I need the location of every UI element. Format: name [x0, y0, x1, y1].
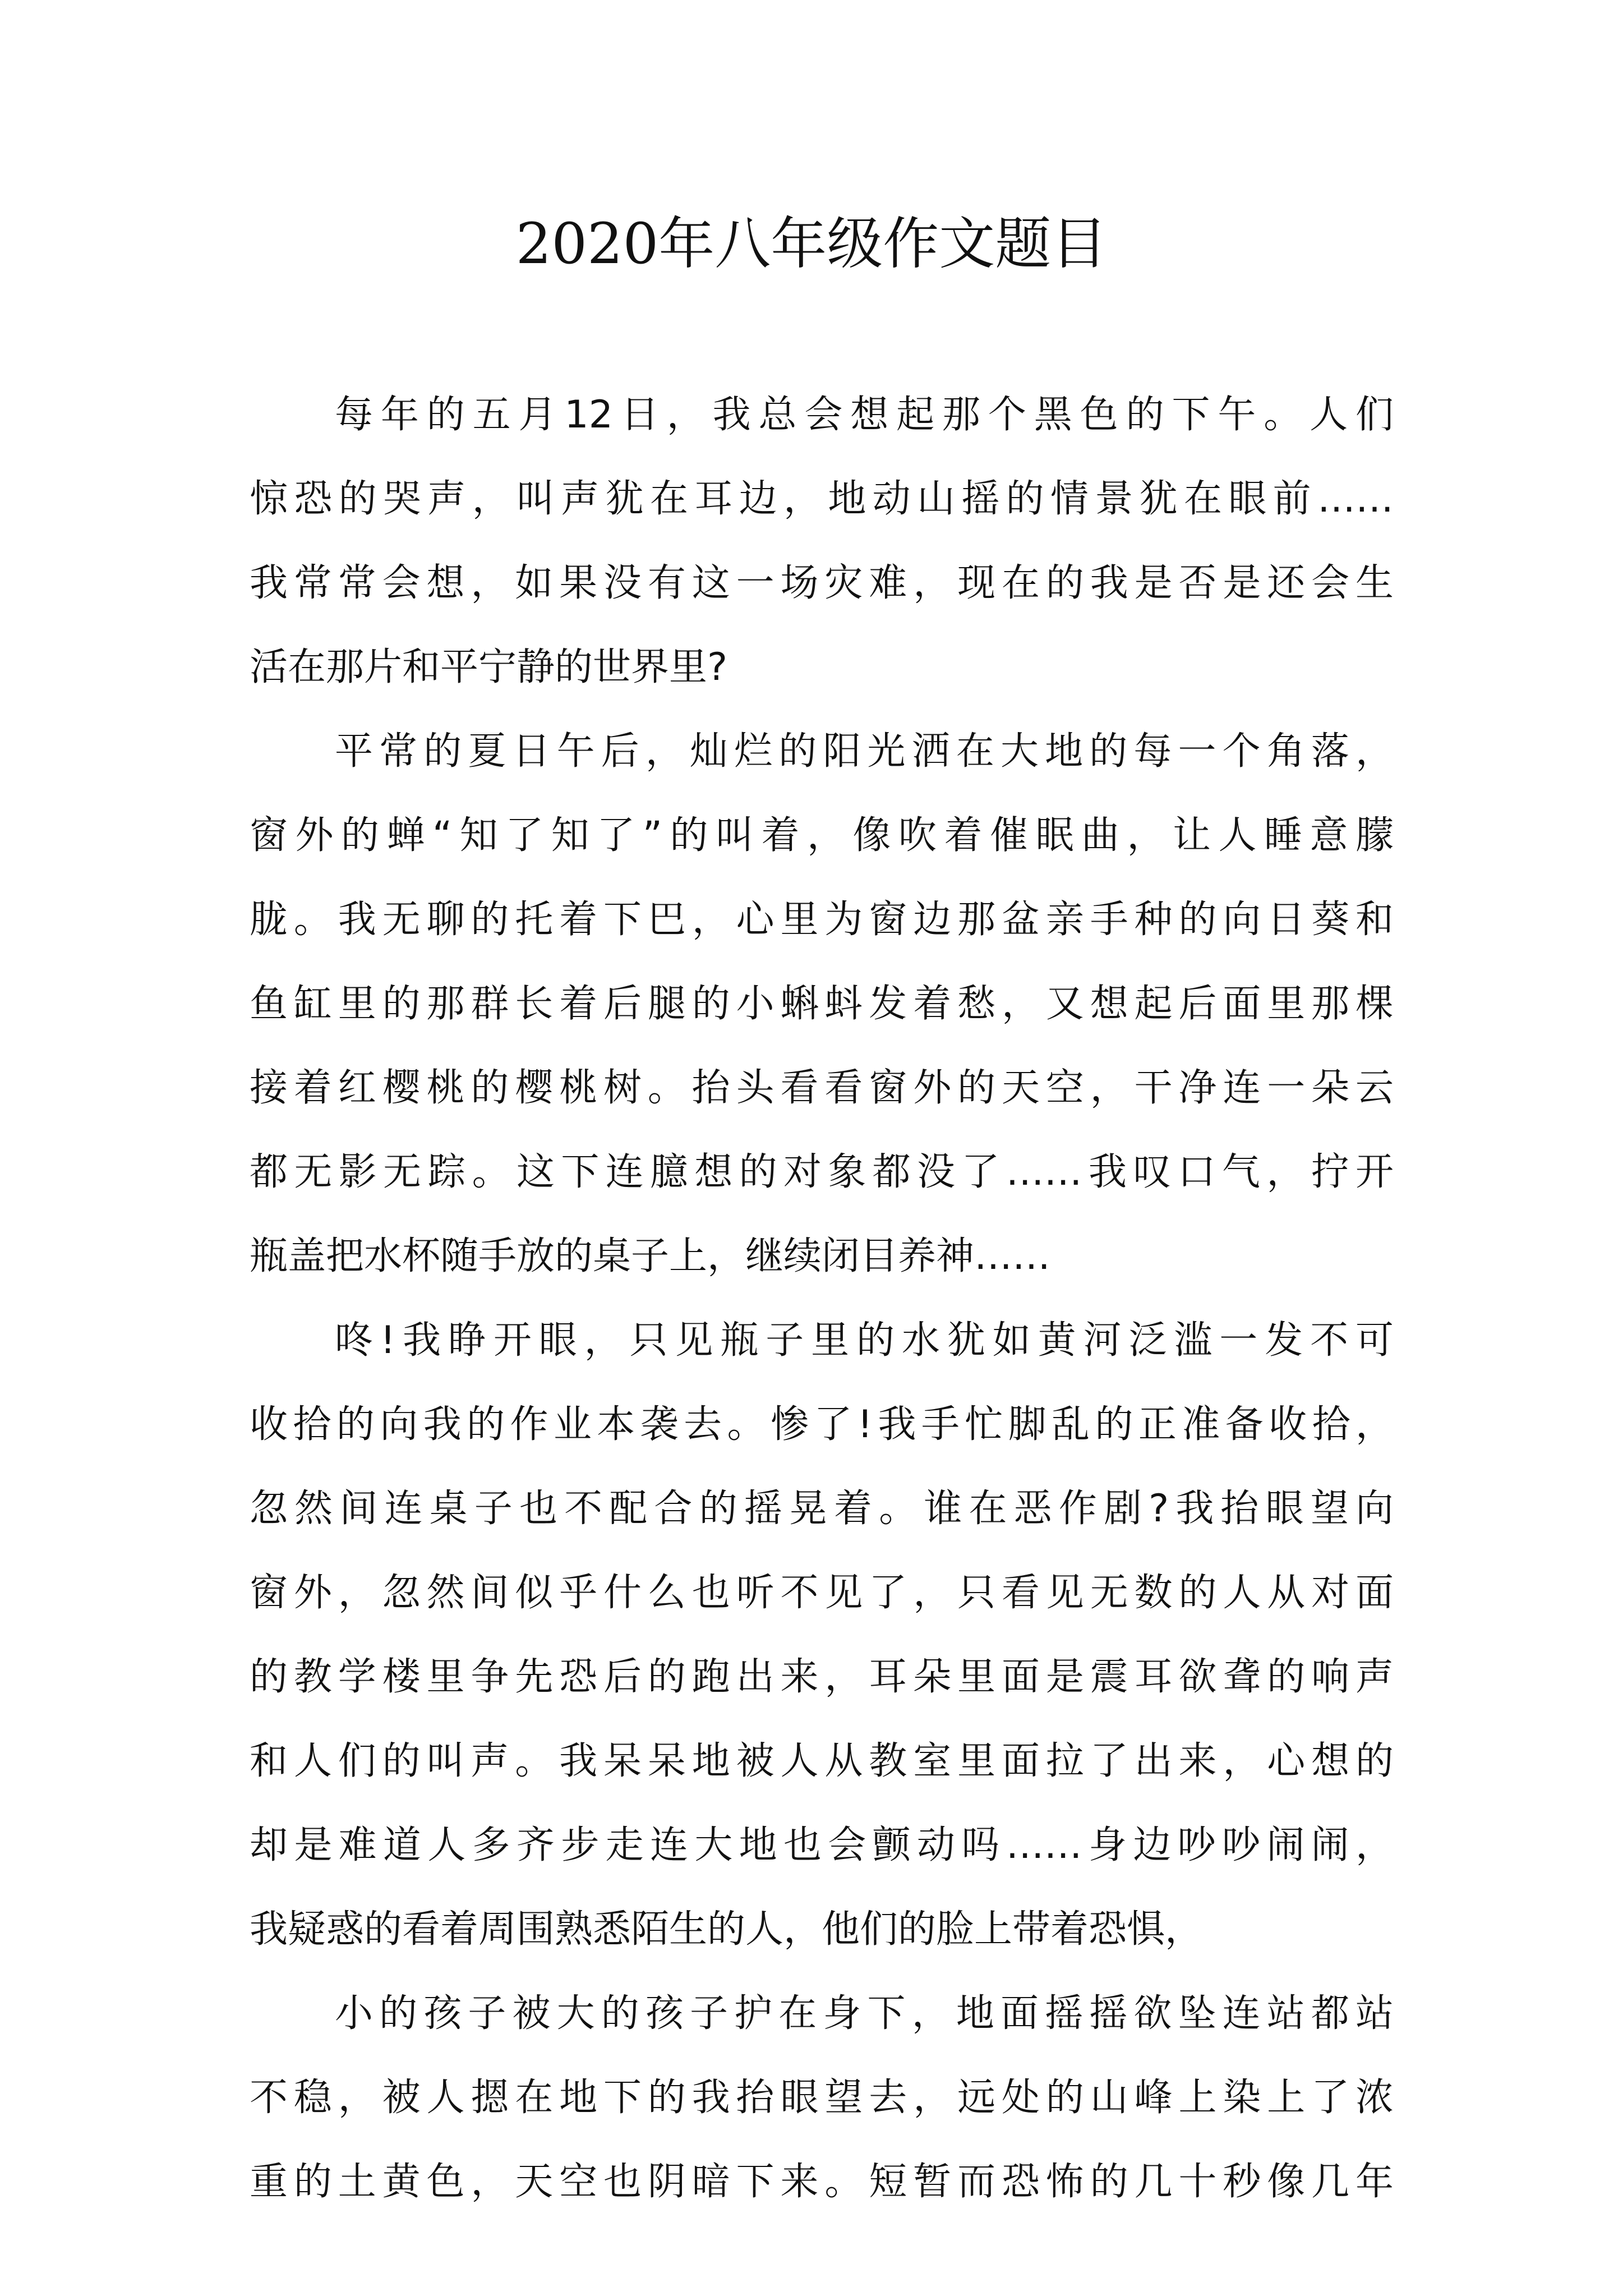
paragraph-2-line-7: 瓶盖把水杯随手放的桌子上，继续闭目养神……: [250, 1234, 1051, 1278]
paragraph-3-line-3: 忽然间连桌子也不配合的摇晃着。谁在恶作剧?我抬眼望向: [250, 1487, 1394, 1531]
document-body: [250, 373, 1394, 2224]
paragraph-4-line-3: 重的土黄色，天空也阴暗下来。短暂而恐怖的几十秒像几年: [250, 2160, 1394, 2204]
paragraph-1-line-4: 活在那片和平宁静的世界里?: [250, 645, 728, 689]
paragraph-2-line-3: 胧。我无聊的托着下巴，心里为窗边那盆亲手种的向日葵和: [250, 898, 1394, 942]
paragraph-4-line-2: 不稳，被人摁在地下的我抬眼望去，远处的山峰上染上了浓: [250, 2076, 1394, 2120]
paragraph-3-line-2: 收拾的向我的作业本袭去。惨了!我手忙脚乱的正准备收拾，: [250, 1402, 1394, 1447]
paragraph-1-line-2: 惊恐的哭声，叫声犹在耳边，地动山摇的情景犹在眼前……: [250, 477, 1394, 521]
paragraph-2-line-2: 窗外的蝉“知了知了”的叫着，像吹着催眠曲，让人睡意朦: [250, 813, 1394, 858]
paragraph-4-line-1: 小的孩子被大的孩子护在身下，地面摇摇欲坠连站都站: [335, 1991, 1394, 2036]
paragraph-3-line-6: 和人们的叫声。我呆呆地被人从教室里面拉了出来，心想的: [250, 1739, 1394, 1783]
paragraph-3-line-8: 我疑惑的看着周围熟悉陌生的人，他们的脸上带着恐惧，: [250, 1907, 1204, 1952]
paragraph-3-line-4: 窗外，忽然间似乎什么也听不见了，只看见无数的人从对面: [250, 1571, 1394, 1615]
paragraph-3-line-5: 的教学楼里争先恐后的跑出来，耳朵里面是震耳欲聋的响声: [250, 1655, 1394, 1699]
paragraph-1-line-3: 我常常会想，如果没有这一场灾难，现在的我是否是还会生: [250, 561, 1394, 605]
paragraph-2-line-5: 接着红樱桃的樱桃树。抬头看看窗外的天空，干净连一朵云: [250, 1066, 1394, 1110]
paragraph-3-line-1: 咚!我睁开眼，只见瓶子里的水犹如黄河泛滥一发不可: [335, 1318, 1394, 1363]
paragraph-2-line-6: 都无影无踪。这下连臆想的对象都没了……我叹口气，拧开: [250, 1150, 1394, 1194]
paragraph-2-line-4: 鱼缸里的那群长着后腿的小蝌蚪发着愁，又想起后面里那棵: [250, 982, 1394, 1026]
paragraph-2-line-1: 平常的夏日午后，灿烂的阳光洒在大地的每一个角落，: [335, 729, 1394, 774]
paragraph-3-line-7: 却是难道人多齐步走连大地也会颤动吗……身边吵吵闹闹，: [250, 1823, 1394, 1867]
paragraph-1-line-1: 每年的五月12日，我总会想起那个黑色的下午。人们: [335, 393, 1394, 437]
document-title: 2020年八年级作文题目: [515, 211, 1108, 277]
